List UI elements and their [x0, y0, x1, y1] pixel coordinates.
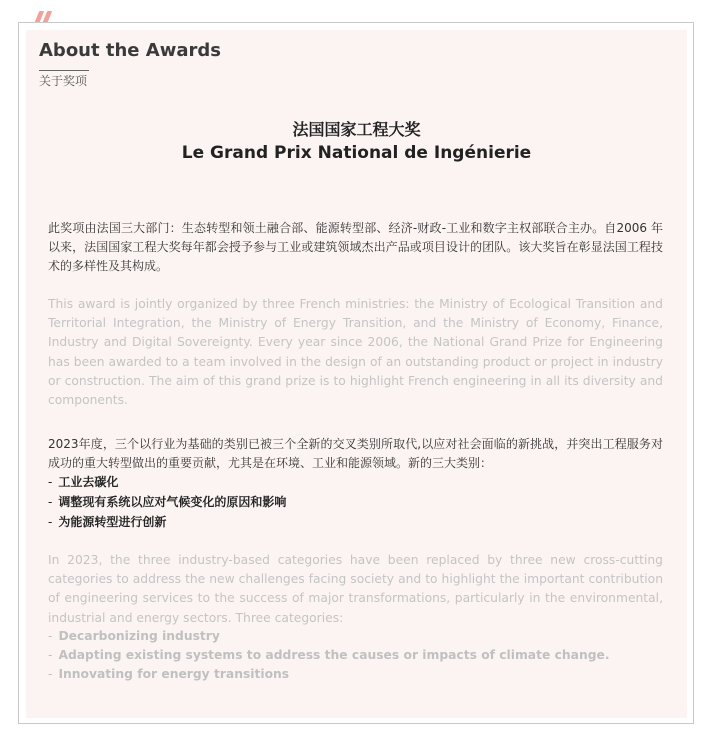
section-title: About the Awards — [39, 40, 221, 61]
list-item: - 工业去碳化 — [48, 475, 119, 489]
intro-paragraph-en: This award is jointly organized by three French ministries: the Ministry of Ecological Transition and Territorial Integration, the Ministry of Energy Transition, and the Ministry of Economy, Finance, Industry and Digital Sovereignty. Every year since 2006, the National Grand Prize for Engineering has been awarded to a team involved in the design of an outstanding product or project in industry or construction. The aim of this grand prize is to highlight French engineering in all its diversity and components. — [48, 297, 663, 408]
list-item: - 为能源转型进行创新 — [48, 515, 167, 529]
list-item: - Adapting existing systems to address the causes or impacts of climate change. — [48, 648, 610, 663]
list-item: - Innovating for energy transitions — [48, 667, 290, 682]
list-item: - 调整现有系统以应对气候变化的原因和影响 — [48, 495, 287, 509]
change-paragraph-en: In 2023, the three industry-based categories have been replaced by three new cross-cutting categories to address the new challenges facing society and to highlight the important contribution of engineering services to the success of major transformations, particularly in the environmental, industrial and energy sectors. Three categories: — [48, 553, 663, 625]
category-list-zh — [48, 472, 286, 532]
section-subtitle: 关于奖项 — [39, 70, 89, 89]
change-paragraph-zh: 2023年度，三个以行业为基础的类别已被三个全新的交叉类别所取代,以应对社会面临的新挑战，并突出工程服务对成功的重大转型做出的重要贡献，尤其是在环境、工业和能源领域。新的三大类别： — [48, 437, 663, 471]
intro-paragraph-zh: 此奖项由法国三大部门：生态转型和领土融合部、能源转型部、经济-财政-工业和数字主权部联合主办。自2006 年以来，法国国家工程大奖每年都会授予参与工业或建筑领域杰出产品或项目设计的团队。该大奖旨在彰显法国工程技术的多样性及其构成。 — [48, 221, 663, 274]
award-title-fr: Le Grand Prix National de Ingénierie — [181, 143, 532, 163]
list-item: - Decarbonizing industry — [48, 629, 220, 643]
category-list-en — [48, 627, 610, 685]
award-title-zh: 法国国家工程大奖 — [292, 120, 421, 139]
